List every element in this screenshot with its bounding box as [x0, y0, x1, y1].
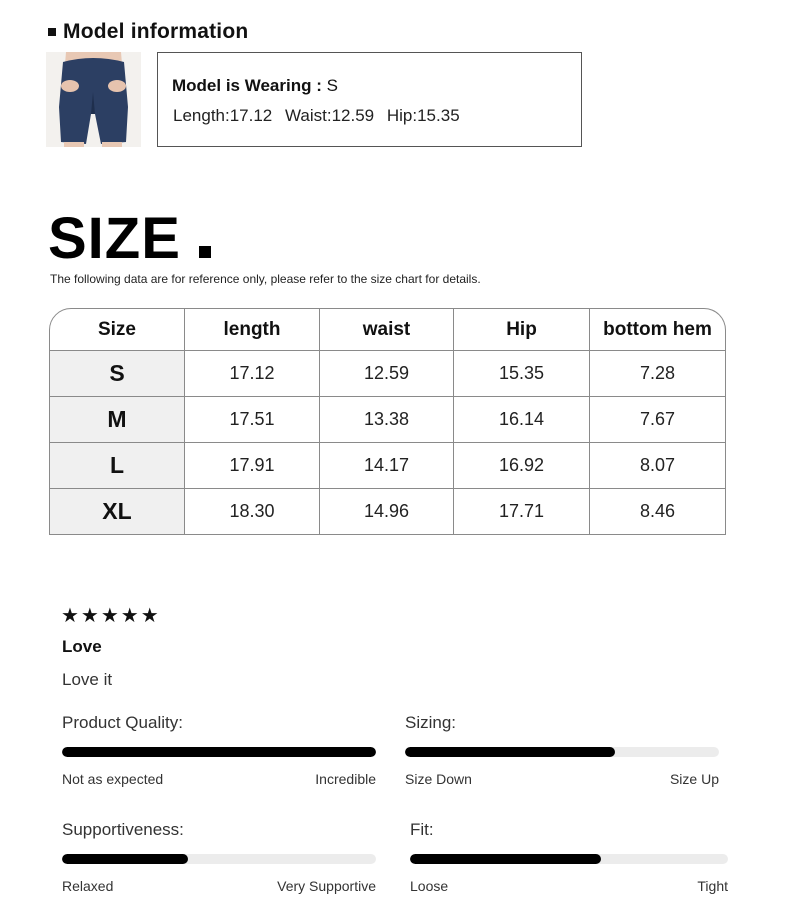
hip-cell: 17.71 [454, 489, 590, 535]
heading-bullet [48, 28, 56, 36]
rating-track [62, 747, 376, 757]
size-note: The following data are for reference only, please refer to the size chart for details. [50, 272, 481, 286]
waist-cell: 12.59 [320, 351, 454, 397]
rating-low-label: Relaxed [62, 878, 114, 894]
table-header-row [49, 308, 726, 351]
length-cell: 17.91 [185, 443, 320, 489]
model-wearing-box [157, 52, 582, 147]
size-chart-table [49, 308, 726, 535]
table-row [49, 489, 726, 535]
length-cell: 17.51 [185, 397, 320, 443]
rating-track [405, 747, 719, 757]
model-hip: Hip:15.35 [386, 106, 460, 125]
size-cell: M [49, 397, 185, 443]
size-cell: S [49, 351, 185, 397]
table-row [49, 351, 726, 397]
wearing-size: S [326, 76, 338, 95]
waist-cell: 14.17 [320, 443, 454, 489]
review-title: Love [62, 637, 102, 656]
rating-track [410, 854, 728, 864]
rating-fill [62, 747, 376, 757]
size-cell: L [49, 443, 185, 489]
header-hip: Hip [454, 308, 590, 351]
waist-cell: 13.38 [320, 397, 454, 443]
model-shorts-illustration [46, 52, 141, 147]
size-title-dot [199, 246, 211, 258]
rating-low-label: Not as expected [62, 771, 164, 787]
rating-label: Product Quality: [62, 713, 183, 732]
bottom-hem-cell: 8.07 [590, 443, 726, 489]
rating-fill [405, 747, 615, 757]
wearing-label: Model is Wearing : [172, 76, 327, 95]
rating-fill [62, 854, 188, 864]
rating-high-label: Very Supportive [277, 878, 376, 894]
rating-high-label: Tight [697, 878, 728, 894]
rating-label: Supportiveness: [62, 820, 184, 839]
model-photo [46, 52, 141, 147]
star-rating: ★★★★★ [61, 605, 161, 627]
wearing-line [172, 76, 338, 96]
rating-track [62, 854, 376, 864]
model-measurements [173, 106, 468, 126]
hip-cell: 16.92 [454, 443, 590, 489]
size-cell: XL [49, 489, 185, 535]
header-size: Size [49, 308, 185, 351]
model-waist: Waist:12.59 [285, 106, 375, 125]
rating-high-label: Incredible [315, 771, 376, 787]
header-bottom-hem: bottom hem [590, 308, 726, 351]
bottom-hem-cell: 8.46 [590, 489, 726, 535]
table-row [49, 397, 726, 443]
rating-high-label: Size Up [669, 771, 719, 787]
length-cell: 18.30 [185, 489, 320, 535]
review-body: Love it [62, 670, 113, 689]
rating-low-label: Loose [410, 878, 449, 894]
waist-cell: 14.96 [320, 489, 454, 535]
hip-cell: 15.35 [454, 351, 590, 397]
rating-label: Fit: [410, 820, 434, 839]
bottom-hem-cell: 7.28 [590, 351, 726, 397]
hip-cell: 16.14 [454, 397, 590, 443]
rating-fill [410, 854, 601, 864]
size-title: SIZE [48, 206, 181, 271]
table-row [49, 443, 726, 489]
bottom-hem-cell: 7.67 [590, 397, 726, 443]
header-waist: waist [320, 308, 454, 351]
rating-low-label: Size Down [405, 771, 472, 787]
header-length: length [185, 308, 320, 351]
rating-label: Sizing: [405, 713, 457, 732]
model-length: Length:17.12 [173, 106, 273, 125]
length-cell: 17.12 [185, 351, 320, 397]
model-info-heading: Model information [63, 20, 249, 43]
